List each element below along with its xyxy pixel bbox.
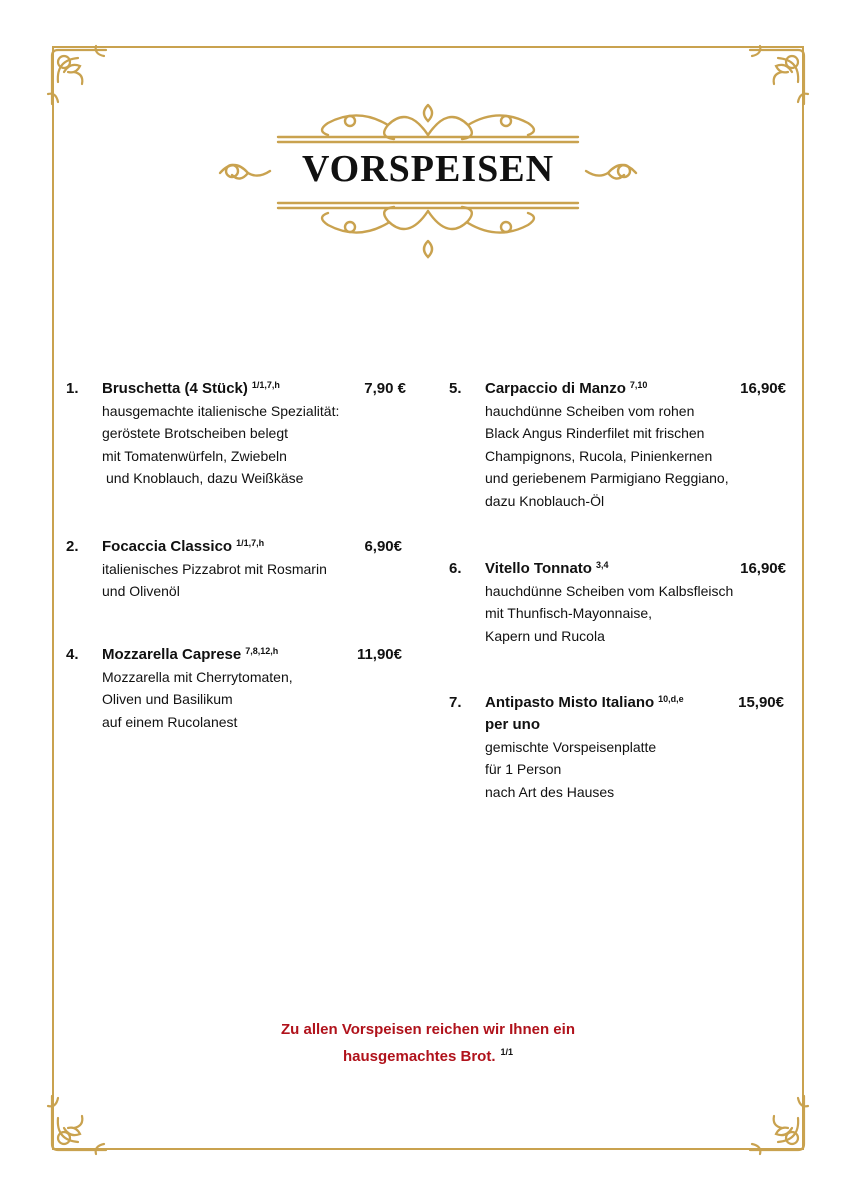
corner-ornament-top-right [742, 42, 812, 112]
item-price: 15,90€ [738, 694, 784, 711]
item-description [102, 558, 327, 603]
description-line: nach Art des Hauses [485, 783, 615, 800]
item-name [485, 692, 684, 715]
description-line: mit Tomatenwürfeln, Zwiebeln [102, 447, 287, 464]
item-description [485, 736, 656, 803]
item-number: 1. [66, 380, 79, 397]
item-allergens: 1/1,7,h [236, 538, 265, 548]
item-allergens: 7,8,12,h [245, 646, 279, 656]
item-name [102, 378, 280, 401]
corner-ornament-bottom-right [742, 1088, 812, 1158]
description-line: hauchdünne Scheiben vom rohen [485, 403, 695, 419]
item-name-text: Mozzarella Caprese [102, 646, 242, 663]
item-description [102, 400, 339, 490]
item-price: 11,90€ [356, 646, 402, 663]
description-line: Mozzarella mit Cherrytomaten, [102, 669, 293, 685]
bread-note-allergens: 1/1 [500, 1047, 514, 1057]
corner-ornament-top-left [44, 42, 114, 112]
item-allergens: 1/1,7,h [251, 380, 280, 390]
bread-note [228, 1016, 628, 1072]
description-line: Oliven und Basilikum [102, 691, 233, 708]
item-name [102, 536, 264, 559]
item-number: 4. [66, 646, 79, 663]
description-line: geröstete Brotscheiben belegt [102, 425, 289, 442]
item-allergens: 10,d,e [658, 694, 684, 704]
description-line: für 1 Person [485, 761, 562, 778]
description-line: hausgemachte italienische Spezialität: [102, 403, 340, 419]
description-line: gemischte Vorspeisenplatte [485, 739, 657, 755]
item-name [102, 644, 278, 667]
item-description [102, 666, 293, 733]
description-line: mit Thunfisch-Mayonnaise, [485, 605, 653, 622]
item-number: 5. [449, 380, 462, 397]
description-line: und Knoblauch, dazu Weißkäse [106, 470, 304, 487]
description-line: Black Angus Rinderfilet mit frischen [485, 425, 705, 442]
description-line: und geriebenem Parmigiano Reggiano, [485, 470, 729, 487]
description-line: Champignons, Rucola, Pinienkernen [485, 447, 713, 464]
item-name-text: Bruschetta (4 Stück) [102, 380, 248, 397]
item-description [485, 400, 729, 512]
item-description [485, 580, 733, 647]
page-title: VORSPEISEN [301, 148, 555, 190]
item-price: 16,90€ [740, 380, 786, 397]
item-price: 6,90€ [364, 538, 402, 555]
description-line: Kapern und Rucola [485, 627, 605, 644]
item-name-line2: per uno [485, 716, 540, 733]
description-line: dazu Knoblauch-Öl [485, 492, 605, 509]
item-allergens: 7,10 [629, 380, 648, 390]
corner-ornament-bottom-left [44, 1088, 114, 1158]
description-line: auf einem Rucolanest [102, 713, 238, 730]
item-allergens: 3,4 [595, 560, 609, 570]
item-name-text: Carpaccio di Manzo [485, 380, 626, 397]
bread-note-line1: Zu allen Vorspeisen reichen wir Ihnen ein [281, 1021, 575, 1038]
bread-note-line2-text: hausgemachtes Brot. [342, 1048, 496, 1065]
bread-note-line2 [228, 1043, 628, 1072]
item-name-text: Focaccia Classico [102, 538, 233, 555]
item-price: 16,90€ [740, 560, 786, 577]
item-number: 6. [449, 560, 462, 577]
description-line: und Olivenöl [102, 583, 180, 600]
description-line: hauchdünne Scheiben vom Kalbsfleisch [485, 583, 734, 599]
item-name [485, 558, 608, 581]
item-number: 2. [66, 538, 79, 555]
item-price: 7,90 € [364, 380, 406, 397]
description-line: italienisches Pizzabrot mit Rosmarin [102, 561, 327, 577]
header-ornament [200, 95, 656, 265]
item-number: 7. [449, 694, 462, 711]
item-name [485, 378, 647, 401]
item-name-text: Antipasto Misto Italiano [485, 694, 655, 711]
item-name-text: Vitello Tonnato [485, 560, 592, 577]
